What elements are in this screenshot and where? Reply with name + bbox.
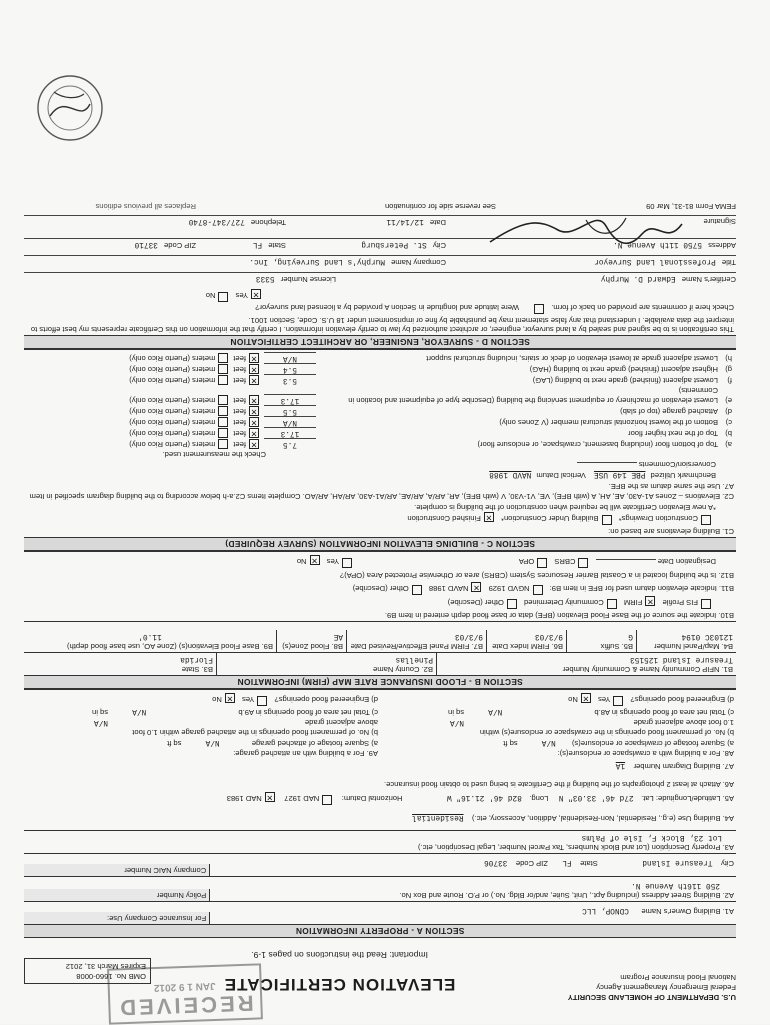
c2-item-key: b) <box>725 429 732 438</box>
navd-label: NAVD 1988 <box>428 584 469 593</box>
a9c-label: c) Total net area of flood openings in A9.b <box>238 708 378 717</box>
c2-item-value[interactable]: 7.5 <box>264 438 316 449</box>
c2-item-meters-label: meters (Puerto Rico only) <box>129 396 216 405</box>
company-naic-box <box>24 864 210 876</box>
telephone-value[interactable]: 727/347-8740 <box>188 217 245 226</box>
certifier-name-label: Certifier's Name <box>681 275 736 285</box>
insurance-use-label: For Insurance Company Use: <box>107 914 207 923</box>
zip-value[interactable]: 33706 <box>484 858 508 866</box>
b3-cell <box>24 653 216 675</box>
navd-checkbox[interactable] <box>471 582 481 592</box>
c2-item-meters-checkbox[interactable] <box>218 364 228 374</box>
b1-cell <box>436 653 736 675</box>
a8a-label: a) Square footage of crawlspace or enclosure(s) <box>571 739 734 748</box>
nad1983-label: NAD 1983 <box>226 794 262 803</box>
a1-value[interactable]: CDNOP, LLC <box>582 906 629 914</box>
c2-item-row <box>24 416 736 427</box>
d-state-value[interactable]: FL <box>252 240 263 249</box>
a2-city-row <box>24 853 736 876</box>
a8b-value[interactable]: N/A <box>449 718 464 726</box>
b1-value[interactable]: Treasure Island 125153 <box>630 655 733 663</box>
c2-item-meters-checkbox[interactable] <box>218 439 228 449</box>
b6-cell <box>486 630 566 652</box>
a1-row <box>24 901 736 924</box>
c2-item-meters-checkbox[interactable] <box>218 395 228 405</box>
latlong-question: Were latitude and longitude in Section A provided by a licensed land surveyor? <box>255 303 519 313</box>
designation-field[interactable] <box>596 559 656 560</box>
c2-item-row <box>24 405 736 416</box>
c2-item-meters-label: meters (Puerto Rico only) <box>129 407 216 416</box>
vertical-datum-value[interactable]: NAVD 1988 <box>489 470 532 478</box>
a8c-unit: sq in <box>448 708 465 717</box>
comments-checkbox[interactable] <box>534 304 544 314</box>
section-c-title: SECTION C - BUILDING ELEVATION INFORMATION (SURVEY REQUIRED) <box>24 537 736 551</box>
c1-note: *A new Elevation Certificate will be required when construction of the building is complete. <box>414 503 716 512</box>
a2-value[interactable]: 250 116th Avenue N. <box>631 881 720 889</box>
c2-item-feet-label: feet <box>233 365 246 374</box>
b5-label: B5. Suffix <box>600 642 633 651</box>
c2-item-feet-label: feet <box>233 418 246 427</box>
b7-cell <box>346 630 486 652</box>
b12-no-checkbox[interactable] <box>310 555 320 565</box>
a2-cell <box>210 877 736 901</box>
c2-item-feet-checkbox[interactable] <box>249 375 259 385</box>
section-b-title: SECTION B - FLOOD INSURANCE RATE MAP (FIRM) INFORMATION <box>24 675 736 689</box>
date-label: Date <box>429 218 446 228</box>
a9c-value[interactable]: N/A <box>132 707 147 715</box>
a9d-no-checkbox[interactable] <box>225 693 235 703</box>
nad1927-checkbox[interactable] <box>322 795 332 805</box>
a8d-label: d) Engineered flood openings? <box>630 695 734 704</box>
c2-item-value[interactable]: N/A <box>264 416 316 427</box>
b3-value[interactable]: Florida <box>180 655 213 663</box>
c2-text: C2. Elevations – Zones A1-A30, AE, AH, A (with BFE), VE, V1-V30, V (with BFE), AR, AR/A, AR/AE, AR/A1-A30, AR/AH, AR/AO. Complete Items C2.a-h below according to the building diagram specified in Item A7. Use the same datum as the BFE. <box>29 482 734 501</box>
address-label: Address <box>708 241 736 251</box>
c2-item-row <box>24 374 736 385</box>
signature-row <box>24 215 736 238</box>
d-city-label: City <box>432 241 446 251</box>
a2-row <box>24 876 736 901</box>
c2-item-key: d) <box>725 407 732 416</box>
a8-block <box>380 693 736 758</box>
b9-cell <box>24 630 276 652</box>
a9-block <box>24 693 380 758</box>
signature-label: Signature <box>703 217 736 227</box>
c2-item-value[interactable]: 5.3 <box>264 374 316 385</box>
a9c-unit: sq in <box>92 708 109 717</box>
important-note: Important: Read the instructions on pages 1-9. <box>251 950 428 960</box>
insurance-use-box <box>24 912 210 924</box>
b9-value[interactable]: 11.0' <box>138 632 162 640</box>
a5-lat-value[interactable]: 27d 46' 33.03" N <box>558 793 634 801</box>
b8-cell <box>276 630 346 652</box>
finished-construction-label: Finished Construction <box>407 514 481 523</box>
a7-label: A7. Building Diagram Number <box>633 762 734 771</box>
state-value[interactable]: FL <box>562 858 572 866</box>
latlong-no-label: No <box>205 291 216 301</box>
community-checkbox[interactable] <box>607 599 617 609</box>
a3-cell <box>24 830 736 853</box>
policy-number-box <box>24 889 210 901</box>
c2-item-meters-checkbox[interactable] <box>218 406 228 416</box>
c2-item-meters-label: meters (Puerto Rico only) <box>129 429 216 438</box>
nad1927-label: NAD 1927 <box>284 794 320 803</box>
c2-item-value[interactable]: N/A <box>264 352 316 363</box>
a6-text: A6. Attach at least 2 photographs of the building if the Certificate is being used to obtain flood insurance. <box>384 780 734 789</box>
title-label: Title <box>721 258 736 268</box>
c2-item-meters-label: meters (Puerto Rico only) <box>129 365 216 374</box>
conversion-row <box>24 459 736 469</box>
b2-label: B2. County Name <box>373 665 433 674</box>
form-number: FEMA Form 81-31, Mar 09 <box>646 202 736 212</box>
certifier-row <box>24 272 736 289</box>
a7-cell <box>24 758 736 778</box>
c2-item-row <box>24 363 736 374</box>
b10-text: B10. Indicate the source of the Base Flood Elevation (BFE) data or base flood depth entered in Item B9. <box>384 611 734 620</box>
latlong-yes-label: Yes <box>235 291 248 301</box>
agency-line-3: National Flood Insurance Program <box>620 973 736 982</box>
a5-long-value[interactable]: 82d 46' 21.16" W <box>446 793 522 801</box>
c2-item-feet-checkbox[interactable] <box>249 439 259 449</box>
b2-value[interactable]: Pinellas <box>395 655 433 663</box>
b9-label: B9. Base Flood Elevation(s) (Zone AO, use base flood depth) <box>67 642 273 651</box>
a1-label: A1. Building Owner's Name <box>641 907 734 916</box>
a9a-label: a) Square footage of attached garage <box>251 739 378 748</box>
comments-row <box>24 302 736 314</box>
check-measurement-label: Check the measurement used. <box>162 450 266 459</box>
c2-item-meters-label: meters (Puerto Rico only) <box>129 376 216 385</box>
c2-item-value[interactable]: 5.5 <box>264 405 316 416</box>
latlong-no-checkbox[interactable] <box>218 292 228 302</box>
firm-checkbox[interactable] <box>645 596 655 606</box>
ngvd-label: NGVD 1929 <box>488 584 530 593</box>
a8-a9-block <box>24 689 736 758</box>
cbrs-label: CBRS <box>554 557 576 566</box>
b1-b3-row <box>24 652 736 675</box>
a1-cell <box>210 902 736 924</box>
c2-item-meters-label: meters (Puerto Rico only) <box>129 354 216 363</box>
b8-value[interactable]: AE <box>333 632 343 640</box>
firm-label: FIRM <box>623 598 643 607</box>
c2-item-text: Bottom of the lowest horizontal structural member (V Zones only) <box>499 418 718 427</box>
section-d-title: SECTION D - SURVEYOR, ENGINEER, OR ARCHITECT CERTIFICATION <box>24 335 736 349</box>
address-value[interactable]: 5750 11th Avenue N. <box>613 240 703 249</box>
a2-label: A2. Building Street Address (including Apt., Unit, Suite, and/or Bldg. No.) or P.O. Route and Box No. <box>399 891 734 900</box>
c2-items-list <box>24 349 736 449</box>
b10-other-label: Other (Describe) <box>447 598 504 607</box>
c2-item-meters-checkbox[interactable] <box>218 353 228 363</box>
d-zip-label: ZIP Code <box>164 241 196 251</box>
a8d-no-checkbox[interactable] <box>581 693 591 703</box>
c2-item-feet-label: feet <box>233 440 246 449</box>
c2-item-text: Lowest adjacent grade at lowest elevation of deck or stairs, including structural support <box>426 354 718 363</box>
c2-item-feet-checkbox[interactable] <box>249 406 259 416</box>
c2-item-feet-label: feet <box>233 376 246 385</box>
c2-item-value[interactable]: 5.4 <box>264 363 316 374</box>
c2-item-feet-checkbox[interactable] <box>249 353 259 363</box>
c2-item-value[interactable]: 17.3 <box>264 427 316 438</box>
b11-other-label: Other (Describe) <box>352 584 409 593</box>
latlong-yes-checkbox[interactable] <box>251 289 261 299</box>
c2-item-feet-checkbox[interactable] <box>249 395 259 405</box>
signature-scribble-icon <box>486 214 686 248</box>
a8b-label: b) No. of permanent flood openings in the crawlspace or enclosure(s) within 1.0 foot above adjacent grade <box>479 718 734 737</box>
c2-item-feet-checkbox[interactable] <box>249 428 259 438</box>
check-comments-label: Check here if comments are provided on back of form. <box>551 303 734 313</box>
b5-value[interactable]: G <box>628 632 633 640</box>
b12-text: B12. Is the building located in a Coastal Barrier Resources System (CBRS) area or Otherwise Protected Area (OPA)? <box>339 571 734 580</box>
opa-label: OPA <box>519 557 535 566</box>
date-value[interactable]: 12/14/11 <box>386 217 424 226</box>
d-city-value[interactable]: St. Petersburg <box>361 240 427 249</box>
b3-label: B3. State <box>181 665 213 674</box>
b4-value[interactable]: 12103C 0194 <box>681 632 733 640</box>
c2-item-key: h) <box>725 354 732 363</box>
b6-value[interactable]: 9/3/03 <box>534 632 563 640</box>
a9d-yes-label: Yes <box>242 695 255 704</box>
a2-city-cell <box>210 854 736 876</box>
b4-cell <box>636 630 736 652</box>
c2-item-key: c) <box>725 418 732 427</box>
c2-item-row <box>24 385 736 405</box>
c2-item-text: Lowest adjacent (finished) grade next to building (LAG) <box>532 376 718 385</box>
b6-label: B6. FIRM Index Date <box>492 642 563 651</box>
replaces-note: Replaces all previous editions <box>95 202 196 212</box>
b5-cell <box>566 630 636 652</box>
b12-row <box>24 551 736 569</box>
under-construction-label: Building Under Construction* <box>501 514 599 523</box>
b7-value[interactable]: 9/3/03 <box>454 632 483 640</box>
a4-cell <box>24 810 736 830</box>
fis-profile-checkbox[interactable] <box>701 599 711 609</box>
vertical-datum-label: Vertical Datum <box>536 471 586 480</box>
d-zip-value[interactable]: 33710 <box>134 240 158 249</box>
agency-line-1: U.S. DEPARTMENT OF HOMELAND SECURITY <box>567 993 736 1002</box>
c2-item-meters-checkbox[interactable] <box>218 375 228 385</box>
c2-item-text: Attached garage (top of slab) <box>620 407 718 416</box>
c2-item-key: g) <box>725 365 732 374</box>
opa-checkbox[interactable] <box>537 558 547 568</box>
horizontal-datum-label: Horizontal Datum: <box>341 794 403 803</box>
c2-item-text: Highest adjacent (finished) grade next to building (HAG) <box>529 365 718 374</box>
c2-item-meters-checkbox[interactable] <box>218 428 228 438</box>
finished-construction-checkbox[interactable] <box>484 512 494 522</box>
omb-box <box>24 958 151 984</box>
telephone-label: Telephone <box>250 218 286 228</box>
a8d-yes-label: Yes <box>598 695 611 704</box>
c2-item-key: f) <box>727 376 732 385</box>
c2-item-meters-label: meters (Puerto Rico only) <box>129 440 216 449</box>
zip-label: ZIP Code <box>515 859 548 868</box>
license-label: License Number <box>280 275 336 285</box>
omb-number: OMB No. 1660-0008 <box>76 972 146 981</box>
c2-item-key: a) <box>725 440 732 449</box>
section-a-title: SECTION A - PROPERTY INFORMATION <box>24 924 736 938</box>
certifier-signature <box>486 209 686 248</box>
a5-label: A5. Latitude/Longitude: Lat. <box>641 794 734 803</box>
a4-label: A4. Building Use (e.g., Residential, Non-Residential, Addition, Accessory, etc.) <box>472 814 734 823</box>
license-value[interactable]: 5333 <box>255 274 275 283</box>
city-value[interactable]: Treasure Island <box>642 858 713 866</box>
state-label: State <box>580 859 598 868</box>
c2-item-row <box>24 352 736 363</box>
benchmark-row <box>24 469 736 480</box>
cbrs-checkbox[interactable] <box>578 558 588 568</box>
latlong-answer <box>24 289 736 302</box>
expiration-date: Expires March 31, 2012 <box>65 962 146 971</box>
form-header <box>24 938 736 1002</box>
c2-item-text: Lowest elevation of machinery or equipment servicing the building (Describe type of equipment and location in Comments) <box>348 386 718 405</box>
c2-item-value[interactable]: 17.3 <box>264 394 316 405</box>
c1-label: C1. Building elevations are based on: <box>608 527 734 536</box>
surveyor-seal-icon <box>34 72 106 144</box>
received-stamp-date: JAN 1 9 2012 <box>153 979 216 994</box>
b7-label: B7. FIRM Panel Effective/Revised Date <box>350 642 483 651</box>
a8c-label: c) Total net area of flood openings in A8.b <box>594 708 734 717</box>
c2-item-text: Top of bottom floor (including basement, crawlspace, or enclosure floor) <box>477 440 718 449</box>
policy-number-label: Policy Number <box>156 891 207 900</box>
b11-row <box>24 581 736 596</box>
received-stamp-text: RECEIVED <box>116 990 255 1021</box>
a8d-no-label: No <box>568 695 578 704</box>
conversion-field[interactable] <box>577 462 637 463</box>
c2-item-meters-label: meters (Puerto Rico only) <box>129 418 216 427</box>
c2-item-feet-label: feet <box>233 407 246 416</box>
title-row <box>24 255 736 272</box>
certifier-name-value[interactable]: Edward D. Murphy <box>600 274 676 283</box>
construction-drawings-label: Construction Drawings* <box>618 514 698 523</box>
a9b-value[interactable]: N/A <box>93 718 108 726</box>
page-title: ELEVATION CERTIFICATE <box>223 975 456 994</box>
conversion-label: Conversion/Comments <box>638 460 716 469</box>
construction-drawings-checkbox[interactable] <box>701 515 711 525</box>
company-value[interactable]: Murphy's Land Surveying, Inc. <box>249 257 385 266</box>
company-naic-label: Company NAIC Number <box>124 866 207 875</box>
a8c-value[interactable]: N/A <box>488 707 503 715</box>
b1-label: B1. NFIP Community Name & Community Number <box>562 665 733 674</box>
fis-profile-label: FIS Profile <box>662 598 698 607</box>
c2-item-feet-label: feet <box>233 396 246 405</box>
a8a-value[interactable]: N/A <box>541 738 556 746</box>
a3-value[interactable]: Lot 23, Block F, Isle of Palms <box>581 833 722 841</box>
b4-label: B4. Map/Panel Number <box>654 642 733 651</box>
reverse-note: See reverse side for continuation <box>384 202 496 212</box>
c2-item-row <box>24 427 736 438</box>
agency-line-2: Federal Emergency Management Agency <box>596 983 736 992</box>
community-label: Community Determined <box>523 598 604 607</box>
c2-item-row <box>24 438 736 449</box>
a5-cell <box>24 790 736 810</box>
a9d-yes-checkbox[interactable] <box>257 696 267 706</box>
city-label: City <box>720 859 734 868</box>
under-construction-checkbox[interactable] <box>602 515 612 525</box>
title-value[interactable]: Professional Land Surveyor <box>594 257 716 266</box>
b8-label: B8. Flood Zone(s) <box>282 642 343 651</box>
c1-options <box>24 512 736 525</box>
a9d-no-label: No <box>212 695 222 704</box>
ngvd-checkbox[interactable] <box>533 585 543 595</box>
d-state-label: State <box>268 241 286 251</box>
a3-label: A3. Property Description (Lot and Block Numbers, Tax Parcel Number, Legal Description, etc.) <box>418 843 734 852</box>
c2-item-meters-checkbox[interactable] <box>218 417 228 427</box>
b10-other-checkbox[interactable] <box>507 599 517 609</box>
a8a-row <box>382 737 734 748</box>
b12-yes-label: Yes <box>326 557 340 566</box>
a8-title: A8. For a building with a crawlspace or enclosure(s): <box>557 749 734 758</box>
designation-label: Designation Date <box>657 557 716 566</box>
a9-title: A9. For a building with an attached garage: <box>233 749 378 758</box>
b10-options <box>24 596 736 609</box>
a9d-label: d) Engineered flood openings? <box>274 695 378 704</box>
a9b-label: b) No. of permanent flood openings in the attached garage within 1.0 foot above adjacent grade <box>132 718 378 737</box>
a8d-yes-checkbox[interactable] <box>613 696 623 706</box>
certification-text: This certification is to be signed and sealed by a land surveyor, engineer, or architect authorized by law to certify elevation information. I certify that the information on this Certificate represents my best efforts to interpret the data available. I understand that any false statement may be punishable by fine or imprisonment under 18 U.S. Code, Section 1001. <box>30 315 734 334</box>
form-sheet <box>24 201 736 1002</box>
a7-value[interactable]: 1A <box>615 761 626 769</box>
b12-no-label: No <box>296 557 307 566</box>
benchmark-value[interactable]: PBE 149 USE <box>593 470 646 478</box>
b11-other-checkbox[interactable] <box>412 585 422 595</box>
benchmark-label: Benchmark Utilized <box>650 471 716 480</box>
c2-item-text: Top of the next higher floor <box>628 429 718 438</box>
a9a-unit: sq ft <box>167 739 182 748</box>
company-label: Company Name <box>391 258 446 268</box>
a8a-unit: sq ft <box>503 739 518 748</box>
c2-item-feet-label: feet <box>233 354 246 363</box>
c2-item-key: e) <box>725 396 732 405</box>
c2-item-feet-checkbox[interactable] <box>249 364 259 374</box>
c2-item-feet-label: feet <box>233 429 246 438</box>
nad1983-checkbox[interactable] <box>265 792 275 802</box>
c2-item-feet-checkbox[interactable] <box>249 417 259 427</box>
b4-b9-row <box>24 621 736 652</box>
b2-cell <box>216 653 436 675</box>
a5-long-label: Long. <box>529 794 549 803</box>
a4-value[interactable]: Residential <box>412 813 464 821</box>
b12-yes-checkbox[interactable] <box>342 558 352 568</box>
a9a-value[interactable]: N/A <box>205 738 220 746</box>
b11-label: B11. Indicate elevation datum used for BFE in Item B9: <box>549 584 734 593</box>
